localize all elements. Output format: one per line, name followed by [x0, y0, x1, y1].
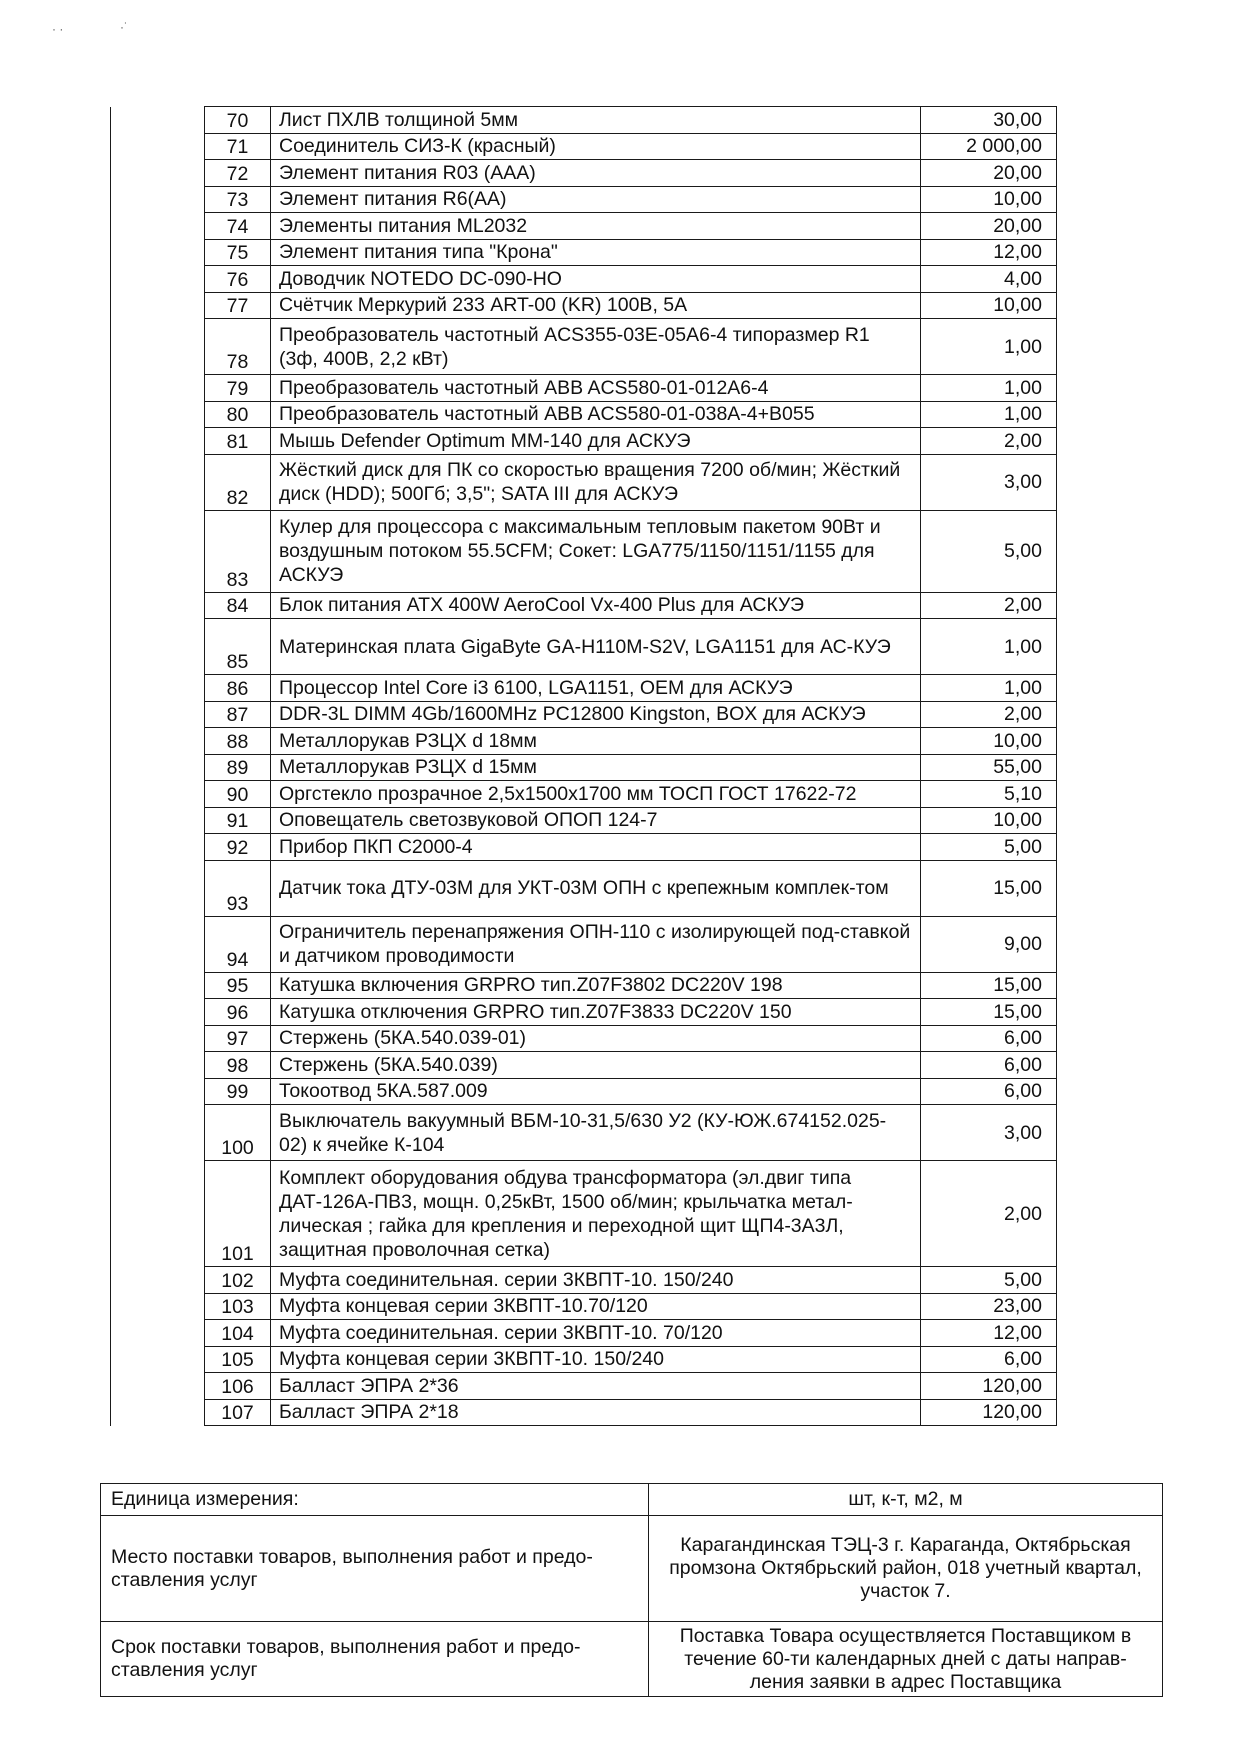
- item-number: 99: [205, 1078, 271, 1105]
- item-name: Преобразователь частотный ABB ACS580-01-038A-4+B055: [271, 401, 921, 428]
- right-margin-cell: [1057, 428, 1172, 455]
- right-margin-cell: [1057, 1161, 1172, 1267]
- left-margin-cell: [111, 375, 205, 402]
- item-name: Комплект оборудования обдува трансформатора (эл.двиг типа ДАТ-126А-ПВ3, мощн. 0,25кВт, 1500 об/мин; крыльчатка метал-лическая ; гайка для крепления и переходной щит ЩП4-3А3Л, защитная проволочная сетка): [271, 1161, 921, 1267]
- left-margin-cell: [111, 401, 205, 428]
- right-margin-cell: [1057, 701, 1172, 728]
- item-row: [111, 999, 1172, 1026]
- item-row: [111, 1025, 1172, 1052]
- item-name: Муфта соединительная. серии 3КВПТ-10. 150/240: [271, 1267, 921, 1294]
- item-quantity: 2 000,00: [921, 133, 1057, 160]
- right-margin-cell: [1057, 1399, 1172, 1426]
- item-number: 82: [205, 454, 271, 510]
- item-number: 76: [205, 266, 271, 293]
- item-row: [111, 1373, 1172, 1400]
- item-number: 88: [205, 728, 271, 755]
- item-quantity: 2,00: [921, 592, 1057, 619]
- item-number: 81: [205, 428, 271, 455]
- left-margin-cell: [111, 1399, 205, 1426]
- left-margin-cell: [111, 701, 205, 728]
- item-name: Металлорукав РЗЦХ d 15мм: [271, 754, 921, 781]
- item-number: 104: [205, 1320, 271, 1347]
- unit-row: [101, 1484, 1163, 1516]
- item-row: [111, 701, 1172, 728]
- right-margin-cell: [1057, 292, 1172, 319]
- item-name: Выключатель вакуумный ВБМ-10-31,5/630 У2 (КУ-ЮЖ.674152.025-02) к ячейке К-104: [271, 1105, 921, 1161]
- item-quantity: 5,00: [921, 1267, 1057, 1294]
- item-name: Элемент питания R6(АА): [271, 186, 921, 213]
- right-margin-cell: [1057, 510, 1172, 592]
- item-row: [111, 186, 1172, 213]
- item-quantity: 55,00: [921, 754, 1057, 781]
- item-number: 91: [205, 807, 271, 834]
- item-quantity: 2,00: [921, 701, 1057, 728]
- unit-label: Единица измерения:: [101, 1484, 649, 1516]
- item-quantity: 15,00: [921, 972, 1057, 999]
- left-margin-cell: [111, 1267, 205, 1294]
- item-name: Стержень (5КА.540.039-01): [271, 1025, 921, 1052]
- right-margin-cell: [1057, 454, 1172, 510]
- right-margin-cell: [1057, 860, 1172, 916]
- right-margin-cell: [1057, 107, 1172, 134]
- left-margin-cell: [111, 1025, 205, 1052]
- left-margin-cell: [111, 1078, 205, 1105]
- item-name: Доводчик NOTEDO DC-090-НО: [271, 266, 921, 293]
- right-margin-cell: [1057, 999, 1172, 1026]
- item-quantity: 5,00: [921, 510, 1057, 592]
- term-row: [101, 1622, 1163, 1697]
- item-name: Балласт ЭПРА 2*36: [271, 1373, 921, 1400]
- left-margin-cell: [111, 186, 205, 213]
- item-quantity: 23,00: [921, 1293, 1057, 1320]
- right-margin-cell: [1057, 133, 1172, 160]
- item-number: 80: [205, 401, 271, 428]
- item-quantity: 1,00: [921, 319, 1057, 375]
- item-name: Кулер для процессора с максимальным тепловым пакетом 90Вт и воздушным потоком 55.5CFM; Сокет: LGA775/1150/1151/1155 для АСКУЭ: [271, 510, 921, 592]
- left-margin-cell: [111, 510, 205, 592]
- item-number: 75: [205, 239, 271, 266]
- left-margin-cell: [111, 292, 205, 319]
- item-name: Катушка отключения GRPRO тип.Z07F3833 DC220V 150: [271, 999, 921, 1026]
- scan-speck: ·˙: [120, 20, 128, 34]
- left-margin-cell: [111, 675, 205, 702]
- right-margin-cell: [1057, 834, 1172, 861]
- item-quantity: 120,00: [921, 1373, 1057, 1400]
- item-name: Жёсткий диск для ПК со скоростью вращения 7200 об/мин; Жёсткий диск (HDD); 500Гб; 3,5"; SATA III для АСКУЭ: [271, 454, 921, 510]
- right-margin-cell: [1057, 1078, 1172, 1105]
- item-quantity: 10,00: [921, 186, 1057, 213]
- left-margin-cell: [111, 999, 205, 1026]
- item-number: 98: [205, 1052, 271, 1079]
- right-margin-cell: [1057, 1025, 1172, 1052]
- items-table: [110, 106, 1172, 1426]
- item-row: [111, 1161, 1172, 1267]
- item-quantity: 5,00: [921, 834, 1057, 861]
- right-margin-cell: [1057, 781, 1172, 808]
- left-margin-cell: [111, 860, 205, 916]
- item-name: Элемент питания R03 (ААА): [271, 160, 921, 187]
- item-quantity: 9,00: [921, 916, 1057, 972]
- item-name: Элементы питания ML2032: [271, 213, 921, 240]
- item-name: Мышь Defender Optimum MM-140 для АСКУЭ: [271, 428, 921, 455]
- item-number: 105: [205, 1346, 271, 1373]
- left-margin-cell: [111, 428, 205, 455]
- item-name: Металлорукав РЗЦХ d 18мм: [271, 728, 921, 755]
- item-row: [111, 972, 1172, 999]
- unit-value: шт, к-т, м2, м: [649, 1484, 1163, 1516]
- item-number: 70: [205, 107, 271, 134]
- item-row: [111, 160, 1172, 187]
- item-quantity: 6,00: [921, 1025, 1057, 1052]
- place-value: Карагандинская ТЭЦ-3 г. Караганда, Октябрьская промзона Октябрьский район, 018 учетный квартал, участок 7.: [649, 1516, 1163, 1622]
- left-margin-cell: [111, 807, 205, 834]
- item-quantity: 20,00: [921, 213, 1057, 240]
- item-quantity: 15,00: [921, 860, 1057, 916]
- item-name: Муфта концевая серии 3КВПТ-10. 150/240: [271, 1346, 921, 1373]
- item-name: Оргстекло прозрачное 2,5х1500х1700 мм ТОСП ГОСТ 17622-72: [271, 781, 921, 808]
- right-margin-cell: [1057, 728, 1172, 755]
- supply-info-table: [100, 1483, 1163, 1697]
- item-number: 84: [205, 592, 271, 619]
- left-margin-cell: [111, 972, 205, 999]
- right-margin-cell: [1057, 1293, 1172, 1320]
- item-row: [111, 1267, 1172, 1294]
- item-number: 100: [205, 1105, 271, 1161]
- left-margin-cell: [111, 619, 205, 675]
- item-row: [111, 107, 1172, 134]
- right-margin-cell: [1057, 619, 1172, 675]
- right-margin-cell: [1057, 1105, 1172, 1161]
- item-quantity: 15,00: [921, 999, 1057, 1026]
- item-quantity: 20,00: [921, 160, 1057, 187]
- item-quantity: 2,00: [921, 428, 1057, 455]
- item-number: 83: [205, 510, 271, 592]
- left-margin-cell: [111, 454, 205, 510]
- left-margin-cell: [111, 781, 205, 808]
- item-name: Муфта концевая серии 3КВПТ-10.70/120: [271, 1293, 921, 1320]
- item-name: Оповещатель светозвуковой ОПОП 124-7: [271, 807, 921, 834]
- item-row: [111, 916, 1172, 972]
- item-number: 85: [205, 619, 271, 675]
- item-row: [111, 266, 1172, 293]
- right-margin-cell: [1057, 160, 1172, 187]
- item-number: 93: [205, 860, 271, 916]
- item-row: [111, 1105, 1172, 1161]
- left-margin-cell: [111, 754, 205, 781]
- item-name: Прибор ПКП С2000-4: [271, 834, 921, 861]
- item-row: [111, 428, 1172, 455]
- item-row: [111, 860, 1172, 916]
- left-margin-cell: [111, 1052, 205, 1079]
- term-value: Поставка Товара осуществляется Поставщиком в течение 60-ти календарных дней с даты направ-ления заявки в адрес Поставщика: [649, 1622, 1163, 1697]
- item-number: 94: [205, 916, 271, 972]
- item-row: [111, 454, 1172, 510]
- item-name: Преобразователь частотный ACS355-03E-05A6-4 типоразмер R1 (3ф, 400В, 2,2 кВт): [271, 319, 921, 375]
- item-number: 72: [205, 160, 271, 187]
- item-row: [111, 1320, 1172, 1347]
- item-name: Датчик тока ДТУ-03М для УКТ-03М ОПН с крепежным комплек-том: [271, 860, 921, 916]
- item-name: Балласт ЭПРА 2*18: [271, 1399, 921, 1426]
- item-number: 97: [205, 1025, 271, 1052]
- right-margin-cell: [1057, 186, 1172, 213]
- term-label: Срок поставки товаров, выполнения работ и предо-ставления услуг: [101, 1622, 649, 1697]
- item-quantity: 1,00: [921, 401, 1057, 428]
- right-margin-cell: [1057, 754, 1172, 781]
- item-quantity: 12,00: [921, 1320, 1057, 1347]
- left-margin-cell: [111, 107, 205, 134]
- item-number: 77: [205, 292, 271, 319]
- item-name: Блок питания ATX 400W AeroCool Vx-400 Plus для АСКУЭ: [271, 592, 921, 619]
- item-number: 92: [205, 834, 271, 861]
- right-margin-cell: [1057, 592, 1172, 619]
- place-row: [101, 1516, 1163, 1622]
- item-quantity: 10,00: [921, 728, 1057, 755]
- item-quantity: 6,00: [921, 1078, 1057, 1105]
- item-name: Материнская плата GigaByte GA-H110M-S2V, LGA1151 для АС-КУЭ: [271, 619, 921, 675]
- item-quantity: 12,00: [921, 239, 1057, 266]
- item-number: 74: [205, 213, 271, 240]
- items-table-body: [111, 107, 1172, 1426]
- right-margin-cell: [1057, 401, 1172, 428]
- item-row: [111, 754, 1172, 781]
- right-margin-cell: [1057, 916, 1172, 972]
- item-row: [111, 401, 1172, 428]
- left-margin-cell: [111, 1373, 205, 1400]
- left-margin-cell: [111, 239, 205, 266]
- item-name: Преобразователь частотный ABB ACS580-01-012A6-4: [271, 375, 921, 402]
- left-margin-cell: [111, 1293, 205, 1320]
- item-name: DDR-3L DIMM 4Gb/1600MHz PC12800 Kingston, BOX для АСКУЭ: [271, 701, 921, 728]
- item-quantity: 10,00: [921, 807, 1057, 834]
- left-margin-cell: [111, 1346, 205, 1373]
- left-margin-cell: [111, 1105, 205, 1161]
- item-row: [111, 728, 1172, 755]
- item-name: Токоотвод 5КА.587.009: [271, 1078, 921, 1105]
- item-row: [111, 292, 1172, 319]
- item-name: Муфта соединительная. серии 3КВПТ-10. 70/120: [271, 1320, 921, 1347]
- item-quantity: 6,00: [921, 1346, 1057, 1373]
- right-margin-cell: [1057, 807, 1172, 834]
- item-row: [111, 619, 1172, 675]
- right-margin-cell: [1057, 213, 1172, 240]
- item-number: 95: [205, 972, 271, 999]
- right-margin-cell: [1057, 1052, 1172, 1079]
- item-number: 87: [205, 701, 271, 728]
- item-number: 79: [205, 375, 271, 402]
- left-margin-cell: [111, 213, 205, 240]
- left-margin-cell: [111, 266, 205, 293]
- item-number: 107: [205, 1399, 271, 1426]
- scan-speck: · ·: [52, 22, 64, 36]
- item-row: [111, 213, 1172, 240]
- item-row: [111, 375, 1172, 402]
- item-row: [111, 834, 1172, 861]
- item-row: [111, 781, 1172, 808]
- item-row: [111, 592, 1172, 619]
- item-row: [111, 133, 1172, 160]
- left-margin-cell: [111, 160, 205, 187]
- item-name: Процессор Intel Core i3 6100, LGA1151, OEM для АСКУЭ: [271, 675, 921, 702]
- right-margin-cell: [1057, 319, 1172, 375]
- item-row: [111, 510, 1172, 592]
- item-row: [111, 1078, 1172, 1105]
- item-number: 73: [205, 186, 271, 213]
- right-margin-cell: [1057, 239, 1172, 266]
- item-number: 96: [205, 999, 271, 1026]
- item-number: 103: [205, 1293, 271, 1320]
- item-name: Катушка включения GRPRO тип.Z07F3802 DC220V 198: [271, 972, 921, 999]
- item-number: 71: [205, 133, 271, 160]
- item-row: [111, 319, 1172, 375]
- left-margin-cell: [111, 834, 205, 861]
- item-name: Счётчик Меркурий 233 ART-00 (KR) 100В, 5А: [271, 292, 921, 319]
- left-margin-cell: [111, 319, 205, 375]
- item-quantity: 6,00: [921, 1052, 1057, 1079]
- right-margin-cell: [1057, 675, 1172, 702]
- item-row: [111, 1052, 1172, 1079]
- item-number: 78: [205, 319, 271, 375]
- item-number: 106: [205, 1373, 271, 1400]
- item-row: [111, 239, 1172, 266]
- item-quantity: 5,10: [921, 781, 1057, 808]
- item-quantity: 3,00: [921, 1105, 1057, 1161]
- item-name: Лист ПХЛВ толщиной 5мм: [271, 107, 921, 134]
- item-quantity: 3,00: [921, 454, 1057, 510]
- right-margin-cell: [1057, 375, 1172, 402]
- item-name: Ограничитель перенапряжения ОПН-110 с изолирующей под-ставкой и датчиком проводимости: [271, 916, 921, 972]
- right-margin-cell: [1057, 1346, 1172, 1373]
- left-margin-cell: [111, 592, 205, 619]
- item-quantity: 1,00: [921, 675, 1057, 702]
- item-quantity: 4,00: [921, 266, 1057, 293]
- item-quantity: 30,00: [921, 107, 1057, 134]
- right-margin-cell: [1057, 1267, 1172, 1294]
- left-margin-cell: [111, 1161, 205, 1267]
- right-margin-cell: [1057, 1320, 1172, 1347]
- item-row: [111, 1346, 1172, 1373]
- left-margin-cell: [111, 133, 205, 160]
- left-margin-cell: [111, 1320, 205, 1347]
- item-row: [111, 807, 1172, 834]
- item-name: Соединитель СИЗ-К (красный): [271, 133, 921, 160]
- item-number: 86: [205, 675, 271, 702]
- item-quantity: 1,00: [921, 619, 1057, 675]
- item-number: 101: [205, 1161, 271, 1267]
- place-label: Место поставки товаров, выполнения работ и предо-ставления услуг: [101, 1516, 649, 1622]
- left-margin-cell: [111, 916, 205, 972]
- left-margin-cell: [111, 728, 205, 755]
- item-row: [111, 1399, 1172, 1426]
- item-quantity: 2,00: [921, 1161, 1057, 1267]
- right-margin-cell: [1057, 266, 1172, 293]
- right-margin-cell: [1057, 972, 1172, 999]
- item-number: 89: [205, 754, 271, 781]
- item-row: [111, 1293, 1172, 1320]
- item-name: Элемент питания типа "Крона": [271, 239, 921, 266]
- item-number: 102: [205, 1267, 271, 1294]
- item-number: 90: [205, 781, 271, 808]
- item-quantity: 1,00: [921, 375, 1057, 402]
- right-margin-cell: [1057, 1373, 1172, 1400]
- item-name: Стержень (5КА.540.039): [271, 1052, 921, 1079]
- item-quantity: 120,00: [921, 1399, 1057, 1426]
- item-row: [111, 675, 1172, 702]
- item-quantity: 10,00: [921, 292, 1057, 319]
